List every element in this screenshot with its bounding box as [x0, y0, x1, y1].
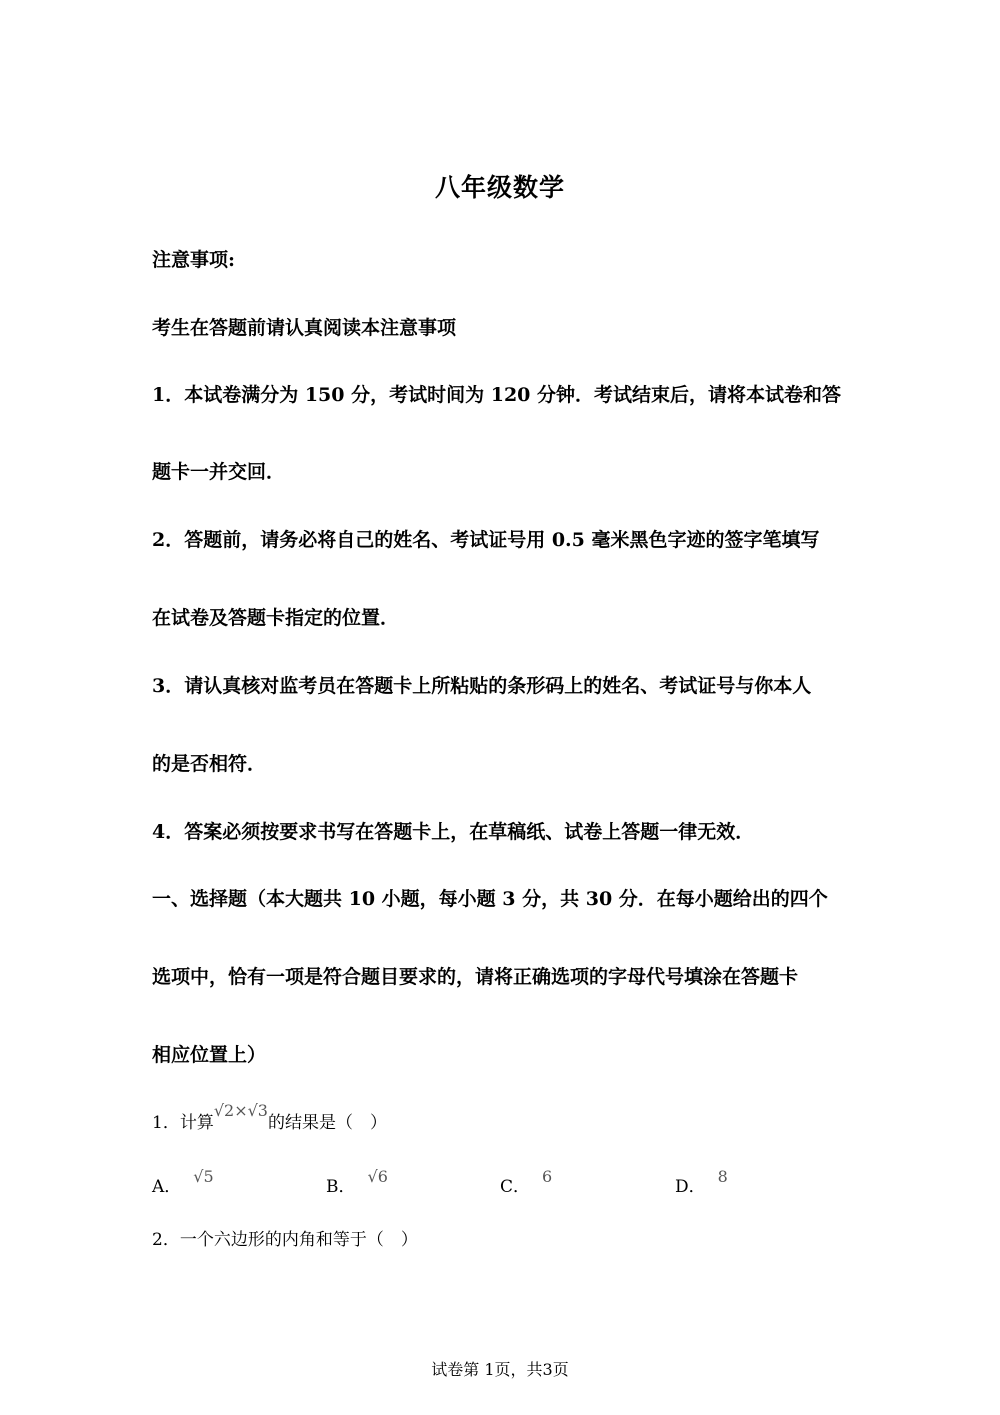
section-heading-line: 相应位置上） [152, 1044, 267, 1066]
question-1-expression: √2×√3 [213, 1101, 268, 1120]
option-letter: B． [326, 1177, 356, 1197]
question-1-suffix: 的结果是（ ） [267, 1113, 387, 1133]
option-value: 6 [542, 1167, 553, 1186]
notice-line: 的是否相符． [152, 753, 267, 775]
notice-line: 4．答案必须按要求书写在答题卡上，在草稿纸、试卷上答题一律无效． [152, 821, 755, 843]
section-heading-line: 一、选择题（本大题共 10 小题，每小题 3 分，共 30 分．在每小题给出的四个 [152, 888, 828, 910]
notice-line: 2．答题前，请务必将自己的姓名、考试证号用 0.5 毫米黑色字迹的签字笔填写 [152, 529, 820, 551]
option-value: 8 [717, 1167, 728, 1186]
option-d [675, 1167, 728, 1197]
option-value: √6 [367, 1167, 388, 1186]
question-1-prefix: 1．计算 [152, 1113, 214, 1133]
section-heading-line: 选项中，恰有一项是符合题目要求的，请将正确选项的字母代号填涂在答题卡 [152, 966, 799, 988]
page-footer: 试卷第 1页，共3页 [431, 1360, 569, 1379]
option-letter: C． [500, 1177, 531, 1197]
notice-line: 1．本试卷满分为 150 分，考试时间为 120 分钟．考试结束后，请将本试卷和答 [152, 384, 842, 406]
question-1 [152, 1101, 387, 1133]
option-value: √5 [193, 1167, 214, 1186]
notice-line: 在试卷及答题卡指定的位置． [152, 607, 400, 629]
question-2: 2．一个六边形的内角和等于（ ） [152, 1230, 418, 1250]
option-c [500, 1167, 553, 1197]
option-letter: A． [152, 1177, 182, 1197]
option-b [326, 1167, 388, 1197]
option-letter: D． [675, 1177, 706, 1197]
option-a [152, 1167, 214, 1197]
page-title: 八年级数学 [434, 173, 565, 202]
notice-intro: 考生在答题前请认真阅读本注意事项 [152, 317, 457, 339]
notice-line: 3．请认真核对监考员在答题卡上所粘贴的条形码上的姓名、考试证号与你本人 [152, 675, 812, 697]
notice-line: 题卡一并交回． [152, 461, 286, 483]
notice-heading: 注意事项: [152, 249, 236, 271]
